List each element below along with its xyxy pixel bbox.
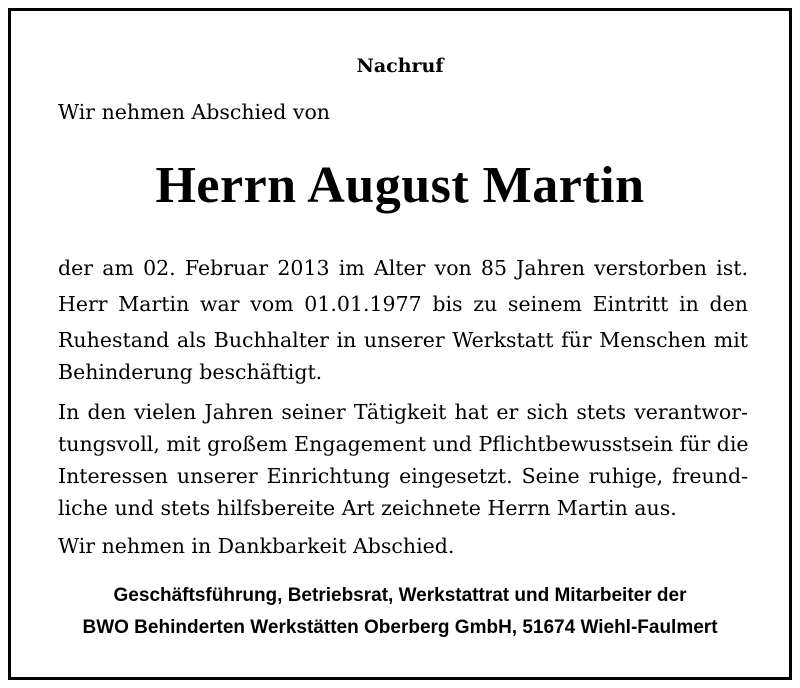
paragraph2-line-4: liche und stets hilfsbereite Art zeichnete Herrn Martin aus. bbox=[58, 496, 677, 520]
paragraph2-line-3: Interessen unserer Einrichtung eingesetzt. Seine ruhige, freund- bbox=[58, 464, 748, 488]
deceased-name: Herrn August Martin bbox=[155, 157, 645, 214]
paragraph1-line-1: Herr Martin war vom 01.01.1977 bis zu seinem Eintritt in den bbox=[58, 292, 748, 316]
paragraph1-line-2: Ruhestand als Buchhalter in unserer Werkstatt für Menschen mit bbox=[58, 328, 748, 352]
closing-line: Wir nehmen in Dankbarkeit Abschied. bbox=[58, 534, 455, 558]
paragraph2-line-2: tungsvoll, mit großem Engagement und Pflichtbewusstsein für die bbox=[58, 432, 749, 456]
paragraph2-line-1: In den vielen Jahren seiner Tätigkeit hat er sich stets verantwor- bbox=[58, 400, 748, 424]
intro-line: Wir nehmen Abschied von bbox=[58, 100, 330, 124]
signature-line-1: Geschäftsführung, Betriebsrat, Werkstattrat und Mitarbeiter der bbox=[113, 585, 687, 606]
paragraph1-line-3: Behinderung beschäftigt. bbox=[58, 360, 323, 384]
notice-heading: Nachruf bbox=[356, 55, 444, 77]
signature-line-2: BWO Behinderten Werkstätten Oberberg GmbH, 51674 Wiehl-Faulmert bbox=[82, 617, 718, 638]
death-line: der am 02. Februar 2013 im Alter von 85 Jahren verstorben ist. bbox=[58, 256, 748, 280]
